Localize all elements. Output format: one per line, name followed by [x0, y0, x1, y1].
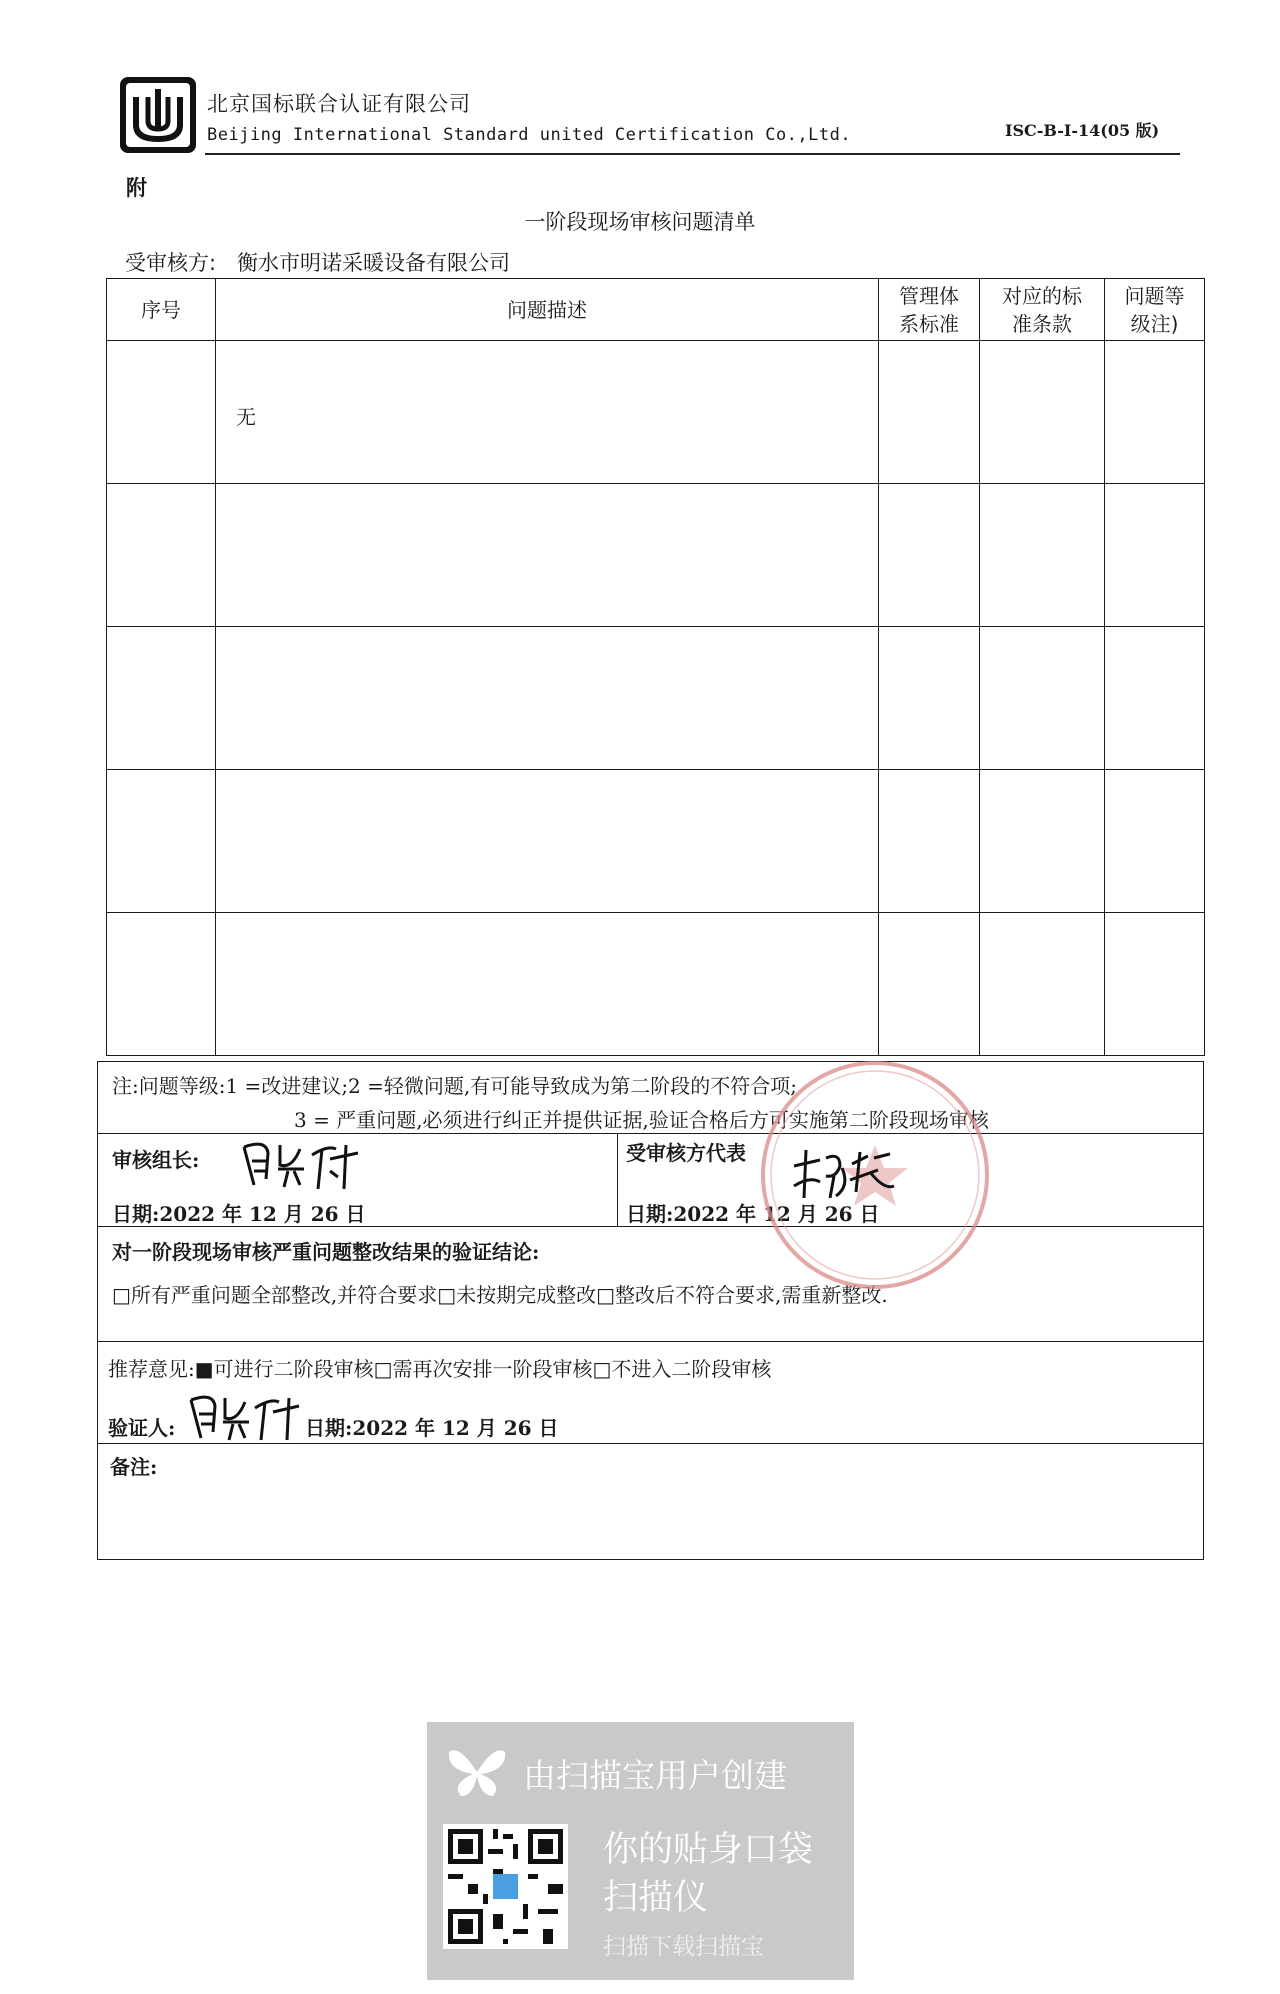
col-header-level-line1: 问题等	[1124, 283, 1185, 308]
cell-standard	[879, 484, 980, 627]
table-row	[107, 913, 1205, 1056]
auditee-rep-signature	[790, 1146, 900, 1204]
verifier-date: 日期:2022 年 12 月 26 日	[305, 1416, 559, 1440]
qr-code	[443, 1824, 568, 1949]
table-row	[107, 627, 1205, 770]
cell-description	[216, 484, 879, 627]
verification-options: □所有严重问题全部整改,并符合要求□未按期完成整改□整改后不符合要求,需重新整改.	[112, 1283, 888, 1307]
cell-description: 无	[216, 341, 879, 484]
col-header-clause-line2: 准条款	[1012, 311, 1072, 336]
auditee-rep-date: 日期:2022 年 12 月 26 日	[626, 1202, 880, 1226]
verification-title: 对一阶段现场审核严重问题整改结果的验证结论:	[112, 1240, 540, 1264]
cell-clause	[980, 770, 1105, 913]
document-code: ISC-B-I-14(05 版)	[1005, 121, 1160, 140]
cell-seq	[107, 913, 216, 1056]
divider	[98, 1341, 1203, 1342]
col-header-standard-line2: 系标准	[899, 311, 959, 336]
company-name-en: Beijing International Standard united Certification Co.,Ltd.	[207, 125, 852, 145]
cell-standard	[879, 627, 980, 770]
butterfly-icon	[447, 1744, 507, 1800]
auditee-name: 衡水市明诺采暖设备有限公司	[237, 251, 510, 275]
cell-standard	[879, 341, 980, 484]
form-title: 一阶段现场审核问题清单	[524, 210, 756, 234]
col-header-level	[1105, 279, 1205, 341]
table-row	[107, 341, 1205, 484]
note-line-2: 3 = 严重问题,必须进行纠正并提供证据,验证合格后方可实施第二阶段现场审核	[294, 1108, 989, 1132]
company-logo	[118, 75, 198, 155]
watermark-download: 扫描下载扫描宝	[603, 1934, 764, 1960]
cell-seq	[107, 341, 216, 484]
auditee-label: 受审核方:	[125, 251, 217, 275]
remarks-label: 备注:	[110, 1455, 158, 1479]
leader-date: 日期:2022 年 12 月 26 日	[112, 1202, 366, 1226]
cell-clause	[980, 913, 1105, 1056]
leader-label: 审核组长:	[112, 1148, 200, 1172]
recommendation: 推荐意见:■可进行二阶段审核□需再次安排一阶段审核□不进入二阶段审核	[108, 1357, 772, 1381]
verifier-label: 验证人:	[108, 1416, 176, 1440]
cell-clause	[980, 484, 1105, 627]
header-divider	[205, 153, 1180, 155]
cell-clause	[980, 627, 1105, 770]
divider	[98, 1226, 1203, 1227]
cell-clause	[980, 341, 1105, 484]
col-header-seq: 序号	[107, 279, 216, 341]
company-name-cn: 北京国标联合认证有限公司	[207, 92, 471, 116]
col-header-standard-line1: 管理体	[899, 283, 959, 308]
issues-table	[106, 278, 1205, 1056]
table-row	[107, 484, 1205, 627]
col-header-level-line2: 级注)	[1130, 311, 1179, 336]
cell-standard	[879, 770, 980, 913]
cell-level	[1105, 627, 1205, 770]
cell-level	[1105, 913, 1205, 1056]
watermark-slogan-line1: 你的贴身口袋	[603, 1830, 814, 1870]
divider	[98, 1133, 1203, 1134]
col-header-standard	[879, 279, 980, 341]
attachment-label: 附	[126, 176, 147, 200]
cell-level	[1105, 341, 1205, 484]
cell-description	[216, 770, 879, 913]
cell-description	[216, 627, 879, 770]
cell-seq	[107, 627, 216, 770]
table-header-row	[107, 279, 1205, 341]
divider	[617, 1133, 618, 1226]
cell-standard	[879, 913, 980, 1056]
col-header-description: 问题描述	[216, 279, 879, 341]
cell-level	[1105, 770, 1205, 913]
scanner-watermark	[427, 1722, 854, 1980]
verifier-signature	[185, 1388, 303, 1444]
watermark-created-by: 由扫描宝用户创建	[523, 1756, 787, 1795]
auditee-rep-label: 受审核方代表	[626, 1141, 746, 1165]
cell-level	[1105, 484, 1205, 627]
col-header-clause	[980, 279, 1105, 341]
watermark-slogan-line2: 扫描仪	[603, 1878, 709, 1918]
table-row	[107, 770, 1205, 913]
col-header-clause-line1: 对应的标	[1002, 283, 1082, 308]
cell-seq	[107, 770, 216, 913]
leader-signature	[238, 1135, 363, 1193]
cell-seq	[107, 484, 216, 627]
cell-description	[216, 913, 879, 1056]
note-line-1: 注:问题等级:1 =改进建议;2 =轻微问题,有可能导致成为第二阶段的不符合项;	[112, 1074, 797, 1098]
